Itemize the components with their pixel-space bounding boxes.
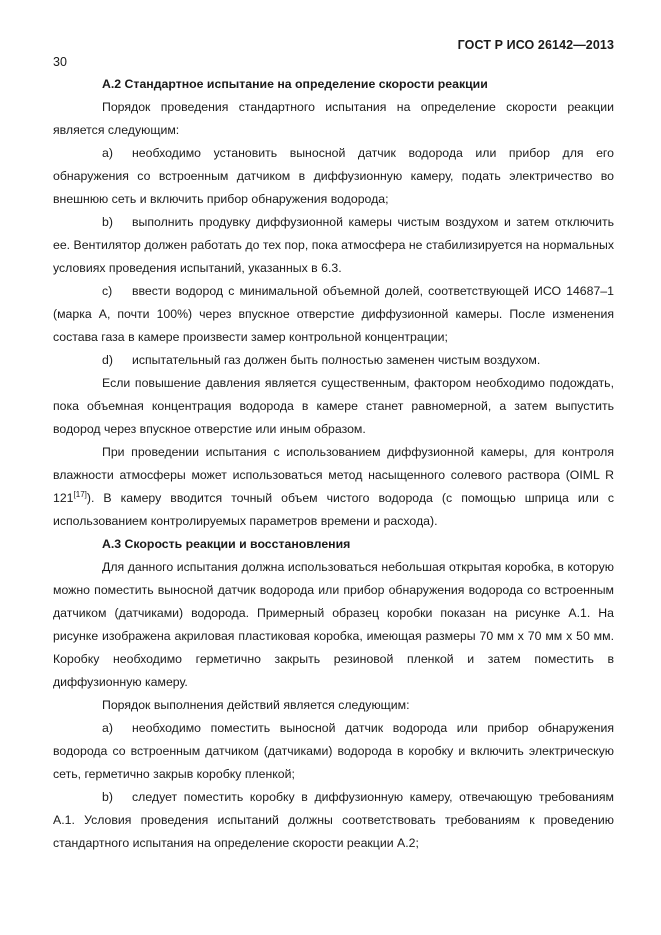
standard-code: ГОСТ Р ИСО 26142—2013 bbox=[457, 38, 614, 52]
section-a3-title: А.3 Скорость реакции и восстановления bbox=[102, 537, 351, 551]
list-item bbox=[53, 786, 614, 855]
section-a3-intro: Порядок выполнения действий является следующим: bbox=[102, 698, 410, 712]
list-item bbox=[53, 280, 614, 349]
section-a2-paragraph: Если повышение давления является существенным, фактором необходимо подождать, пока объемная концентрация водорода в камере станет равномерной, а затем выпустить водород через впускное отверстие или иным образом. bbox=[53, 376, 614, 436]
list-marker: a) bbox=[102, 146, 113, 160]
list-item-text: необходимо установить выносной датчик водорода или прибор для его обнаружения со встроенным датчиком в диффузионную камеру, подать электричество во внешнюю сеть и включить прибор обнаружения водорода; bbox=[53, 146, 614, 206]
paragraph-text: При проведении испытания с использованием диффузионной камеры, для контроля влажности атмосферы может использоваться метод насыщенного солевого раствора (OIML R 121 bbox=[53, 445, 614, 505]
list-item-text: следует поместить коробку в диффузионную камеру, отвечающую требованиям А.1. Условия проведения испытаний должны соответствовать требованиям к проведению стандартного испытания на определение скорости реакции А.2; bbox=[53, 790, 614, 850]
list-item bbox=[53, 211, 614, 280]
list-marker: b) bbox=[102, 790, 113, 804]
list-marker: a) bbox=[102, 721, 113, 735]
page-number: 30 bbox=[53, 55, 67, 69]
section-a2-title: А.2 Стандартное испытание на определение скорости реакции bbox=[102, 77, 488, 91]
list-item bbox=[53, 717, 614, 786]
list-item bbox=[53, 142, 614, 211]
reference-superscript: [17] bbox=[73, 490, 87, 499]
list-marker: b) bbox=[102, 215, 113, 229]
list-marker: d) bbox=[102, 353, 113, 367]
paragraph-text: ). В камеру вводится точный объем чистого водорода (с помощью шприца или с использованием контролируемых параметров времени и расхода). bbox=[53, 491, 614, 528]
document-body bbox=[53, 73, 614, 855]
list-item-text: испытательный газ должен быть полностью заменен чистым воздухом. bbox=[132, 353, 541, 367]
list-item-text: выполнить продувку диффузионной камеры чистым воздухом и затем отключить ее. Вентилятор должен работать до тех пор, пока атмосфера не стабилизируется на нормальных условиях проведения испытаний, указанных в 6.3. bbox=[53, 215, 614, 275]
list-item-text: необходимо поместить выносной датчик водорода или прибор обнаружения водорода со встроенным датчиком (датчиками) водорода в коробку и включить электрическую сеть, герметично закрыв коробку пленкой; bbox=[53, 721, 614, 781]
section-a2-intro: Порядок проведения стандартного испытания на определение скорости реакции является следующим: bbox=[53, 100, 614, 137]
list-item bbox=[53, 349, 614, 372]
section-a2-paragraph bbox=[53, 441, 614, 533]
section-a3-paragraph: Для данного испытания должна использоваться небольшая открытая коробка, в которую можно поместить выносной датчик водорода или прибор обнаружения водорода со встроенным датчиком (датчиками) водорода. Примерный образец коробки показан на рисунке А.1. На рисунке изображена акриловая пластиковая коробка, имеющая размеры 70 мм x 70 мм x 50 мм. Коробку необходимо герметично закрыть резиновой пленкой и затем поместить в диффузионную камеру. bbox=[53, 560, 614, 689]
list-marker: c) bbox=[102, 284, 113, 298]
list-item-text: ввести водород с минимальной объемной долей, соответствующей ИСО 14687–1 (марка А, почти 100%) через впускное отверстие диффузионной камеры. После изменения состава газа в камере произвести замер контрольной концентрации; bbox=[53, 284, 614, 344]
